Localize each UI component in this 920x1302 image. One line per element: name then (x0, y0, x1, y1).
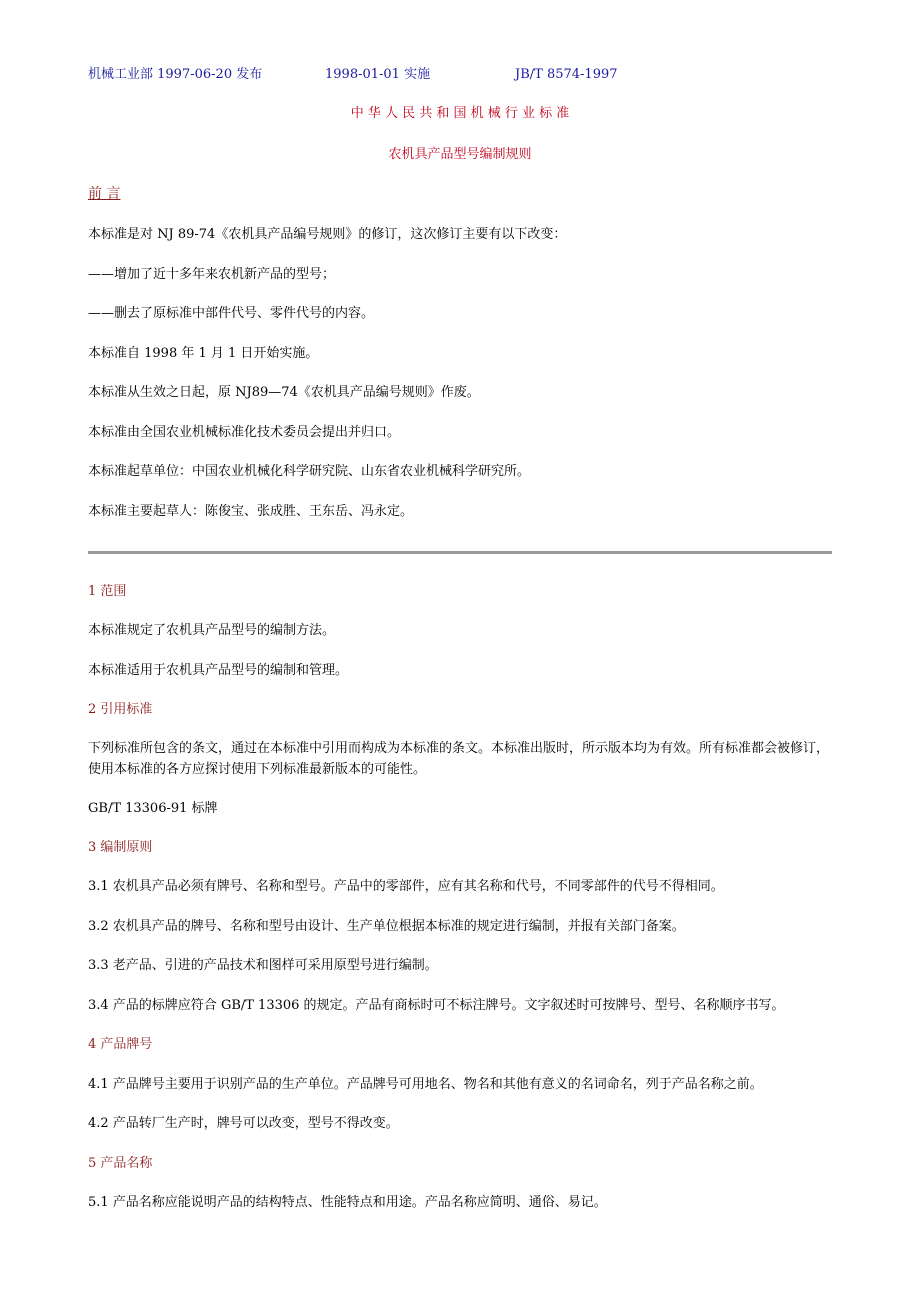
body-para: 下列标准所包含的条文，通过在本标准中引用而构成为本标准的条文。本标准出版时，所示版本均为有效。所有标准都会被修订，使用本标准的各方应探讨使用下列标准最新版本的可能性。 (88, 741, 830, 777)
section-heading-scope: 1 范围 (88, 584, 127, 599)
section-heading-name: 5 产品名称 (88, 1156, 153, 1171)
foreword-para: ——增加了近十多年来农机新产品的型号； (88, 267, 336, 282)
clause-3-3: 3.3 老产品、引进的产品技术和图样可采用原型号进行编制。 (88, 958, 438, 973)
clause-4-1: 4.1 产品牌号主要用于识别产品的生产单位。产品牌号可用地名、物名和其他有意义的名词命名，列于产品名称之前。 (88, 1077, 763, 1092)
clause-3-4: 3.4 产品的标牌应符合 GB/T 13306 的规定。产品有商标时可不标注牌号。文字叙述时可按牌号、型号、名称顺序书写。 (88, 998, 785, 1013)
foreword-para: 本标准是对 NJ 89-74《农机具产品编号规则》的修订，这次修订主要有以下改变： (88, 227, 567, 242)
foreword-para: 本标准由全国农业机械标准化技术委员会提出并归口。 (88, 425, 401, 440)
section-heading-brand: 4 产品牌号 (88, 1037, 153, 1052)
body-para: 本标准规定了农机具产品型号的编制方法。 (88, 623, 336, 638)
standard-code: JB/T 8574-1997 (515, 67, 618, 82)
foreword-para: 本标准从生效之日起，原 NJ89—74《农机具产品编号规则》作废。 (88, 385, 480, 400)
foreword-heading: 前 言 (88, 186, 121, 202)
document-title: 中 华 人 民 共 和 国 机 械 行 业 标 准 (350, 106, 570, 121)
clause-5-1: 5.1 产品名称应能说明产品的结构特点、性能特点和用途。产品名称应简明、通俗、易记。 (88, 1195, 607, 1210)
foreword-para: 本标准自 1998 年 1 月 1 日开始实施。 (88, 346, 319, 361)
body-para: 本标准适用于农机具产品型号的编制和管理。 (88, 663, 349, 678)
document-subtitle: 农机具产品型号编制规则 (388, 147, 532, 162)
foreword-para: ——删去了原标准中部件代号、零件代号的内容。 (88, 306, 375, 321)
section-divider (88, 551, 832, 554)
section-heading-principles: 3 编制原则 (88, 840, 153, 855)
section-heading-references: 2 引用标准 (88, 702, 153, 717)
clause-3-1: 3.1 农机具产品必须有牌号、名称和型号。产品中的零部件，应有其名称和代号，不同零部件的代号不得相同。 (88, 879, 724, 894)
implement-info: 1998-01-01 实施 (325, 67, 431, 82)
reference-item: GB/T 13306-91 标牌 (88, 801, 218, 816)
issue-info: 机械工业部 1997-06-20 发布 (88, 67, 263, 82)
foreword-para: 本标准起草单位：中国农业机械化科学研究院、山东省农业机械科学研究所。 (88, 464, 531, 479)
foreword-para: 本标准主要起草人：陈俊宝、张成胜、王东岳、冯永定。 (88, 504, 414, 519)
clause-3-2: 3.2 农机具产品的牌号、名称和型号由设计、生产单位根据本标准的规定进行编制，并报有关部门备案。 (88, 919, 685, 934)
clause-4-2: 4.2 产品转厂生产时，牌号可以改变，型号不得改变。 (88, 1116, 399, 1131)
